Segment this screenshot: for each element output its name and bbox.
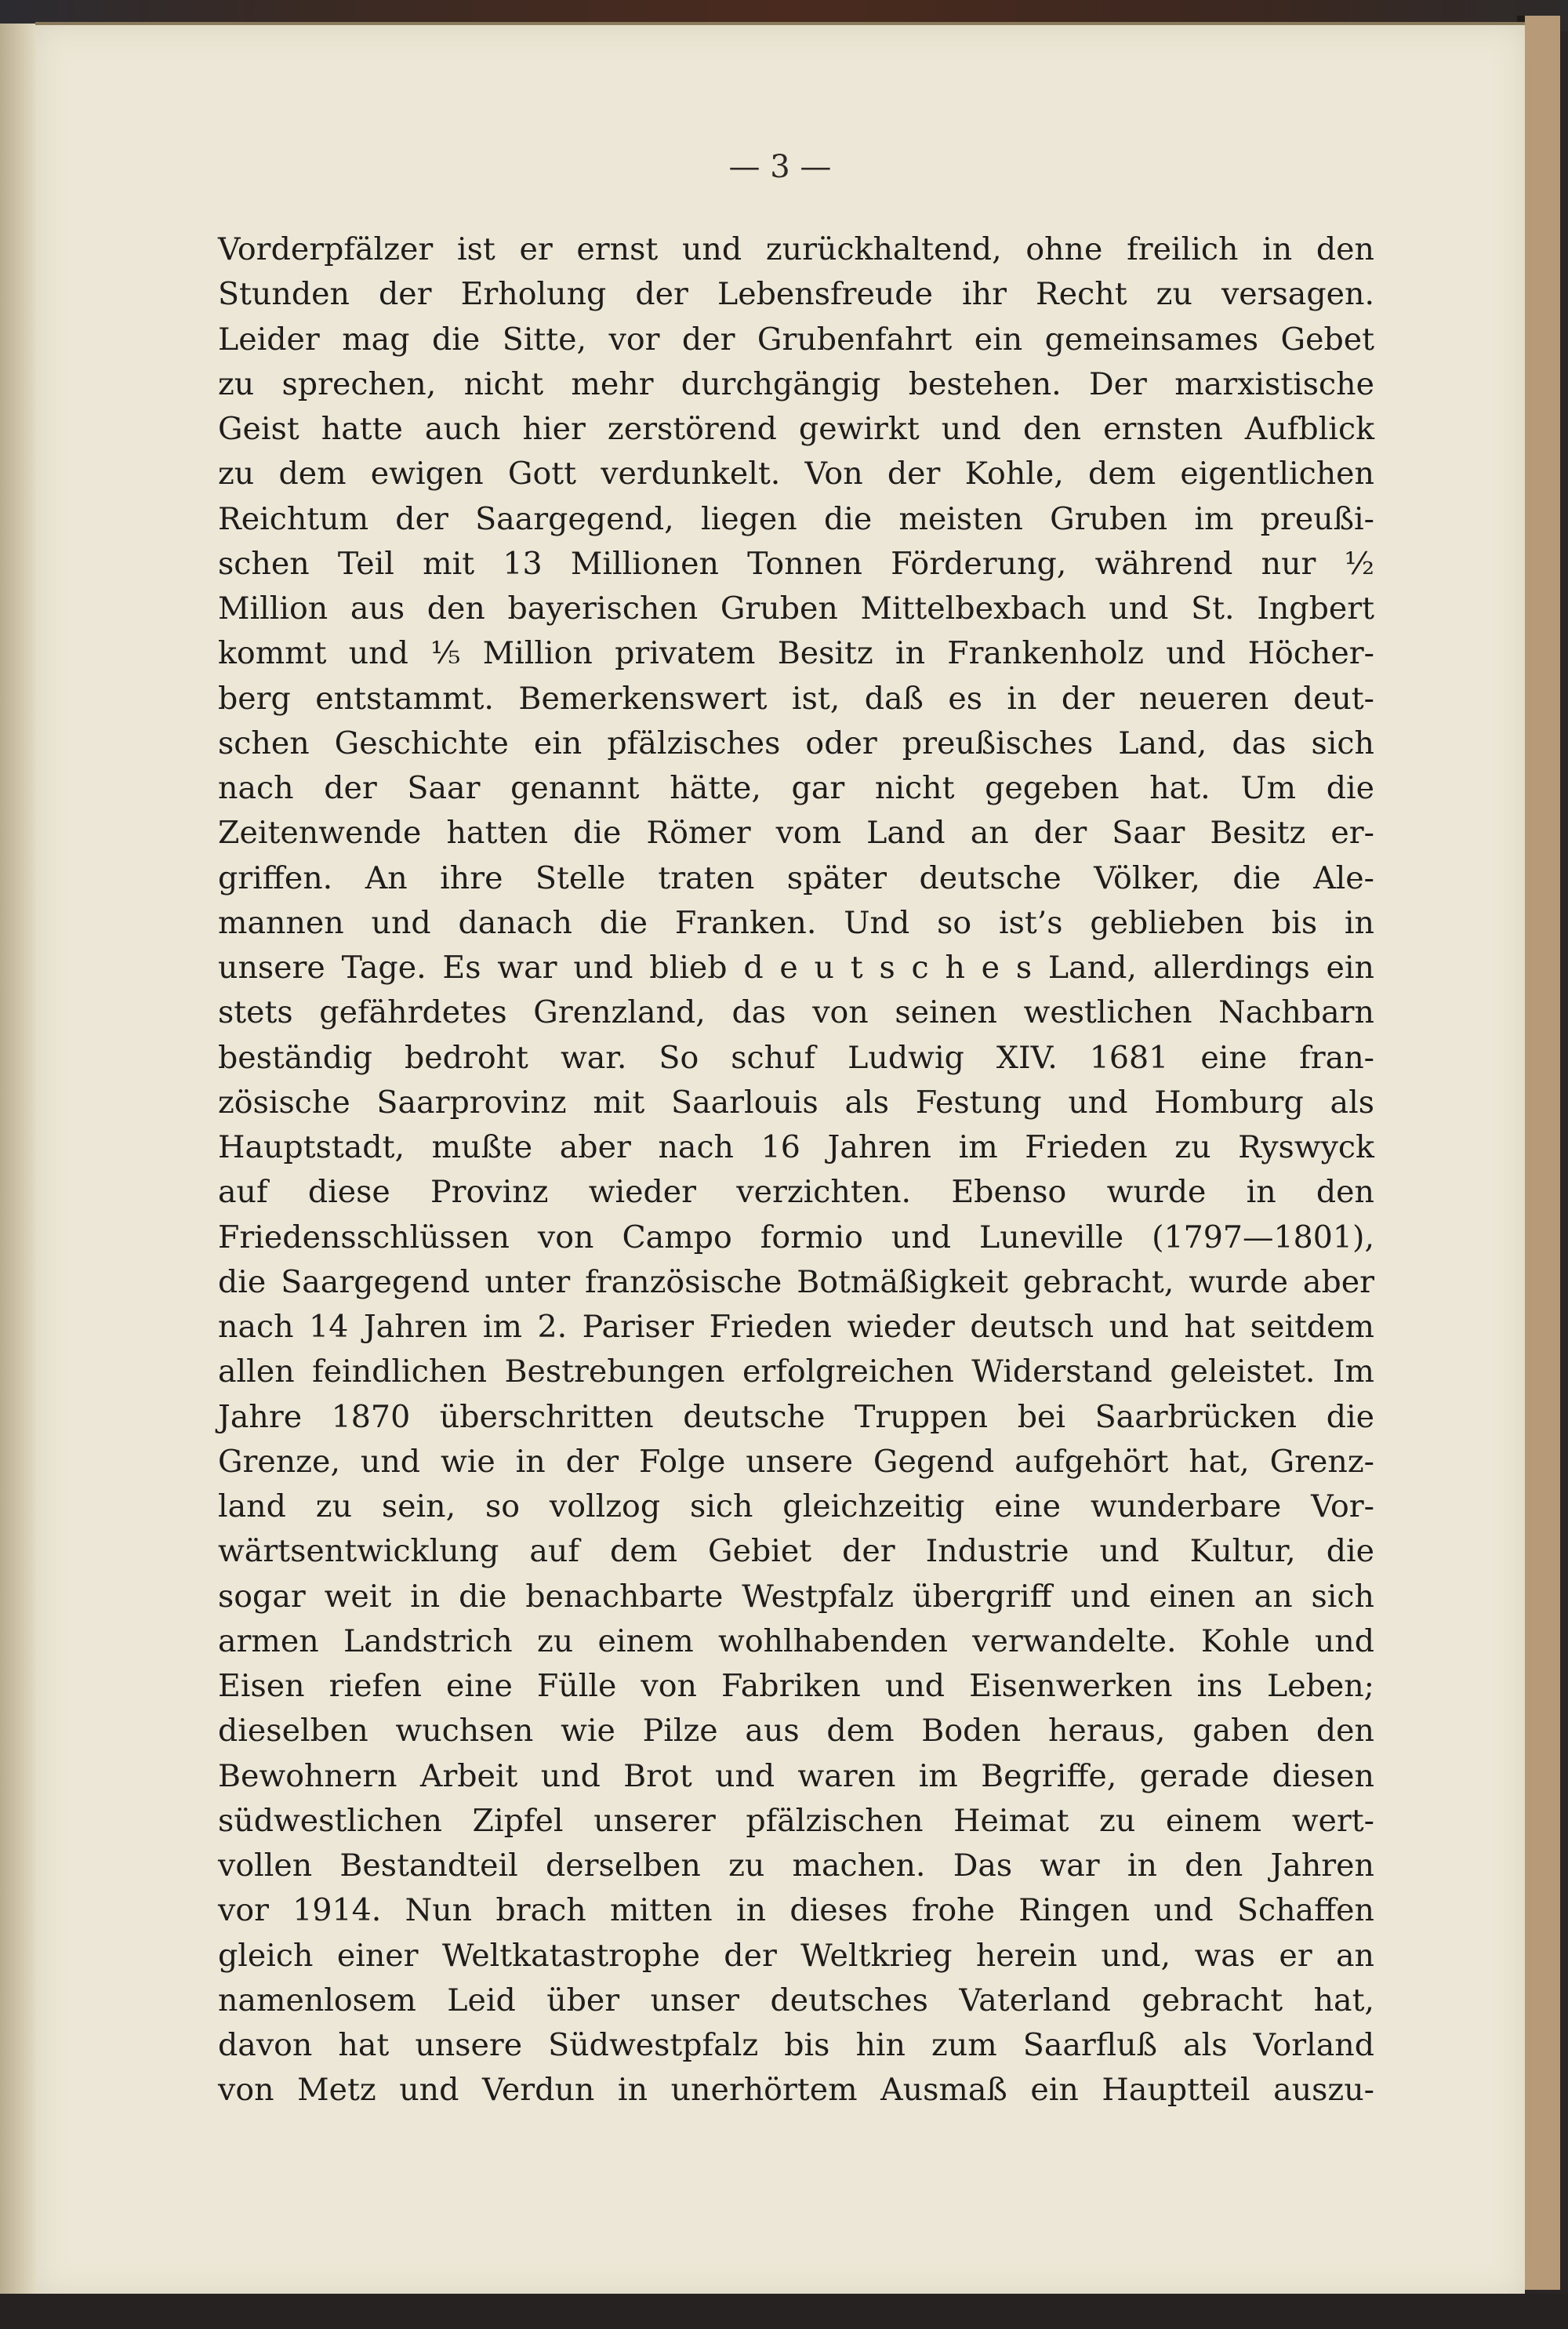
text-line: Stunden der Erholung der Lebensfreude ihr Recht zu versagen. [218, 276, 1374, 313]
text-line: Vorderpfälzer ist er ernst und zurückhaltend, ohne freilich in den [218, 231, 1374, 267]
text-line: schen Geschichte ein pfälzisches oder preußisches Land, das sich [218, 725, 1374, 761]
text-line: Zeitenwende hatten die Römer vom Land an der Saar Besitz er- [218, 815, 1374, 852]
text-line: vor 1914. Nun brach mitten in dieses frohe Ringen und Schaffen [218, 1892, 1374, 1929]
text-line: zösische Saarprovinz mit Saarlouis als Festung und Homburg als [218, 1084, 1374, 1121]
text-line: auf diese Provinz wieder verzichten. Ebenso wurde in den [218, 1174, 1374, 1211]
text-line: Geist hatte auch hier zerstörend gewirkt und den ernsten Aufblick [218, 411, 1374, 447]
text-line: mannen und danach die Franken. Und so ist’s geblieben bis in [218, 904, 1374, 941]
text-line: armen Landstrich zu einem wohlhabenden verwandelte. Kohle und [218, 1622, 1374, 1659]
text-line: nach 14 Jahren im 2. Pariser Frieden wieder deutsch und hat seitdem [218, 1309, 1374, 1345]
book-page [35, 22, 1525, 2297]
text-line: sogar weit in die benachbarte Westpfalz übergriff und einen an sich [218, 1578, 1374, 1615]
page-number: — 3 — [728, 149, 832, 185]
text-line: Reichtum der Saargegend, liegen die meisten Gruben im preußi- [218, 500, 1374, 537]
book-cover-bottom [0, 2294, 1568, 2329]
text-line: südwestlichen Zipfel unserer pfälzischen Heimat zu einem wert- [218, 1802, 1374, 1839]
text-line: wärtsentwicklung auf dem Gebiet der Industrie und Kultur, die [218, 1533, 1374, 1570]
text-line: Eisen riefen eine Fülle von Fabriken und Eisenwerken ins Leben; [218, 1668, 1374, 1704]
text-line: nach der Saar genannt hätte, gar nicht gegeben hat. Um die [218, 770, 1374, 806]
text-line: land zu sein, so vollzog sich gleichzeitig eine wunderbare Vor- [218, 1488, 1374, 1524]
text-line: Grenze, und wie in der Folge unsere Gegend aufgehört hat, Grenz- [218, 1443, 1374, 1480]
text-line: Friedensschlüssen von Campo formio und Luneville (1797—1801), [218, 1219, 1374, 1255]
text-line: Leider mag die Sitte, vor der Grubenfahrt ein gemeinsames Gebet [218, 321, 1374, 358]
text-line: kommt und ⅕ Million privatem Besitz in Frankenholz und Höcher- [218, 635, 1374, 672]
text-line: von Metz und Verdun in unerhörtem Ausmaß ein Hauptteil auszu- [218, 2072, 1374, 2109]
text-line: vollen Bestandteil derselben zu machen. Das war in den Jahren [218, 1848, 1374, 1884]
text-line: griffen. An ihre Stelle traten später deutsche Völker, die Ale- [218, 859, 1374, 896]
text-line: beständig bedroht war. So schuf Ludwig XIV. 1681 eine fran- [218, 1039, 1374, 1076]
text-line: Jahre 1870 überschritten deutsche Truppen bei Saarbrücken die [218, 1398, 1374, 1435]
text-line: zu dem ewigen Gott verdunkelt. Von der Kohle, dem eigentlichen [218, 456, 1374, 492]
left-page-edge [0, 24, 39, 2298]
text-line: namenlosem Leid über unser deutsches Vaterland gebracht hat, [218, 1982, 1374, 2018]
text-line: die Saargegend unter französische Botmäßigkeit gebracht, wurde aber [218, 1263, 1374, 1300]
body-text [218, 227, 1374, 2113]
text-line: gleich einer Weltkatastrophe der Weltkrieg herein und, was er an [218, 1937, 1374, 1974]
text-line: dieselben wuchsen wie Pilze aus dem Boden heraus, gaben den [218, 1713, 1374, 1749]
text-line: davon hat unsere Südwestpfalz bis hin zum Saarfluß als Vorland [218, 2027, 1374, 2063]
text-line: allen feindlichen Bestrebungen erfolgreichen Widerstand geleistet. Im [218, 1353, 1374, 1390]
text-line: unsere Tage. Es war und blieb d e u t s c h e s Land, allerdings ein [218, 950, 1374, 986]
text-line: schen Teil mit 13 Millionen Tonnen Förderung, während nur ½ [218, 545, 1374, 582]
text-line: berg entstammt. Bemerkenswert ist, daß es in der neueren deut- [218, 680, 1374, 717]
text-line: zu sprechen, nicht mehr durchgängig bestehen. Der marxistische [218, 365, 1374, 402]
text-line: Million aus den bayerischen Gruben Mittelbexbach und St. Ingbert [218, 590, 1374, 627]
text-line: Hauptstadt, mußte aber nach 16 Jahren im Frieden zu Ryswyck [218, 1129, 1374, 1165]
text-line: stets gefährdetes Grenzland, das von seinen westlichen Nachbarn [218, 994, 1374, 1031]
text-line: Bewohnern Arbeit und Brot und waren im Begriffe, gerade diesen [218, 1757, 1374, 1794]
